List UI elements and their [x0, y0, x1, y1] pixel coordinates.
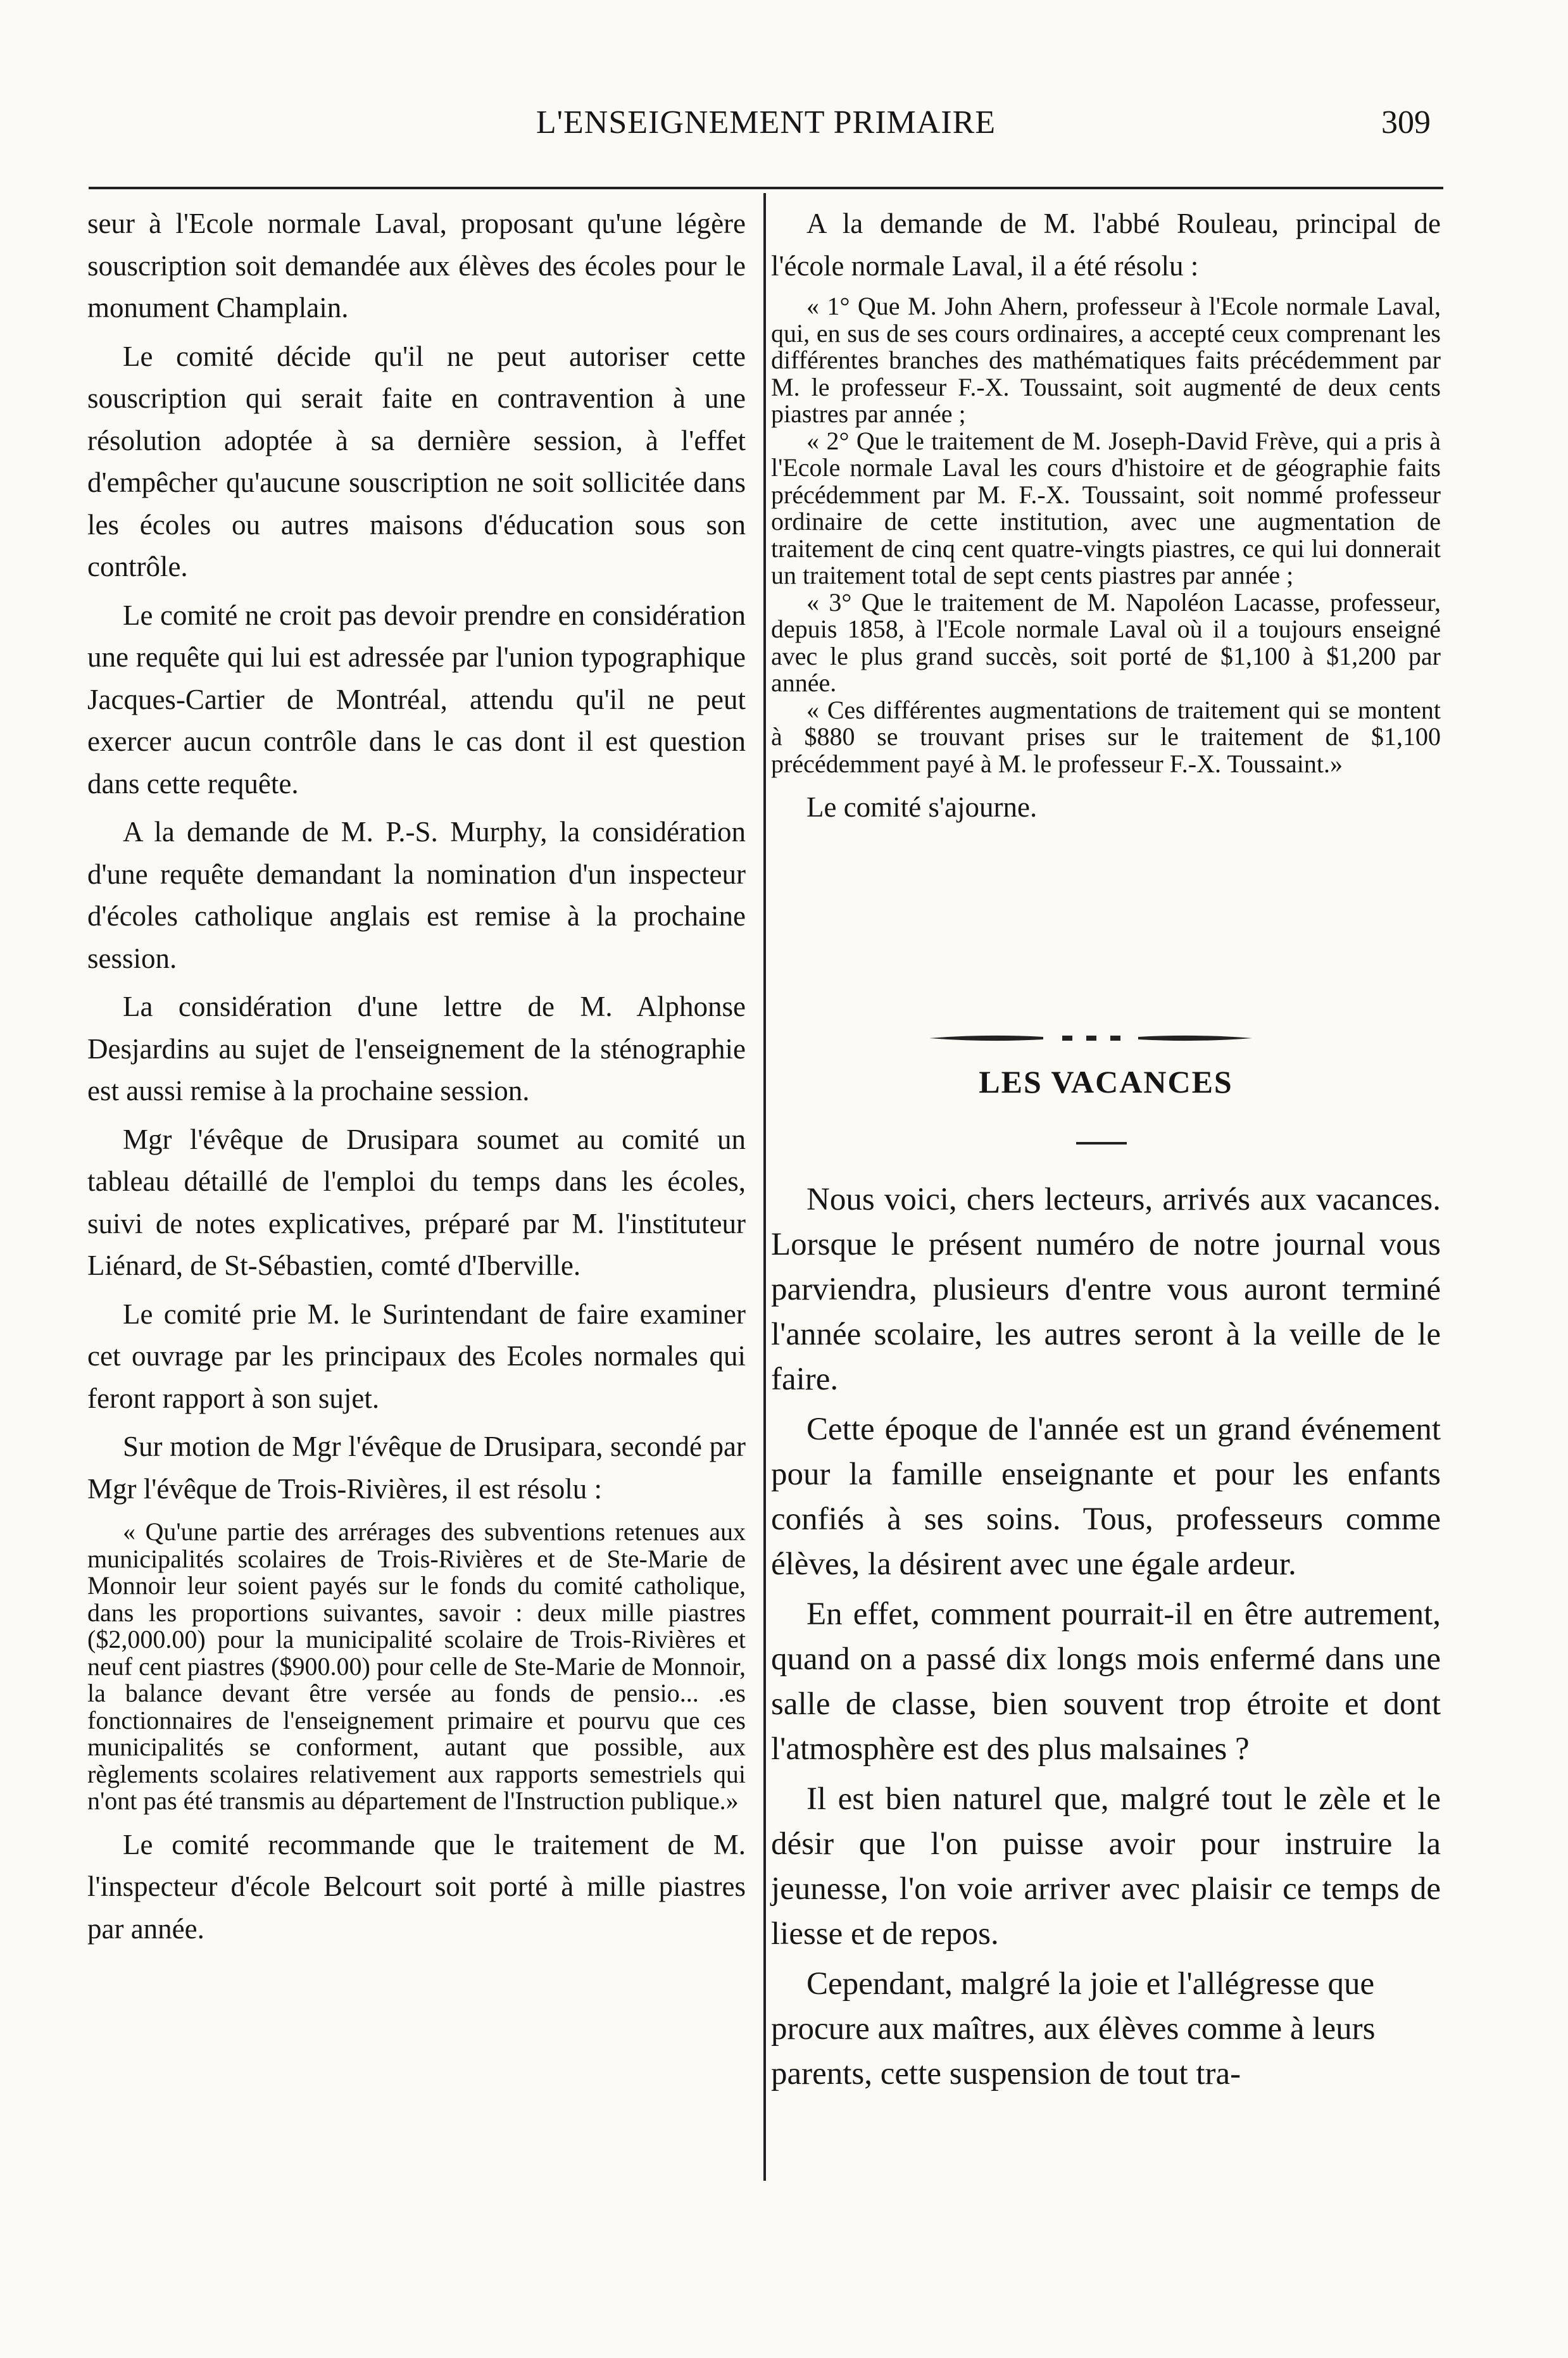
resolution-item: « Ces différentes augmentations de traitement qui se montent à $880 se trouvant prises sur le traitement de $1,100 précédemment payé à M. le professeur F.-X. Toussaint.»	[771, 695, 1441, 778]
paragraph: A la demande de M. P.-S. Murphy, la considération d'une requête demandant la nomination d'un inspecteur d'écoles catholique anglais est remise à la prochaine session.	[87, 816, 746, 974]
resolution-item: « 1° Que M. John Ahern, professeur à l'Ecole normale Laval, qui, en sus de ses cours ordinaires, a accepté ceux comprenant les différentes branches des mathématiques faits précédemment par M. le professeur F.-X. Toussaint, soit augmenté de deux cents piastres par année ;	[771, 292, 1441, 428]
article-paragraph: Cependant, malgré la joie et l'allégresse que procure aux maîtres, aux élèves comme à leurs parents, cette suspension de tout tra-	[771, 1966, 1376, 2091]
running-title: L'ENSEIGNEMENT PRIMAIRE	[536, 104, 996, 141]
paragraph: Le comité s'ajourne.	[806, 791, 1038, 823]
column-divider	[763, 193, 766, 2181]
resolution-quote	[87, 1519, 746, 1815]
article-paragraph: Il est bien naturel que, malgré tout le zèle et le désir que l'on puisse avoir pour instruire la jeunesse, l'on voie arriver avec plaisir ce temps de liesse et de repos.	[771, 1781, 1441, 1952]
page-header	[89, 95, 1443, 152]
article-paragraph: Nous voici, chers lecteurs, arrivés aux vacances. Lorsque le présent numéro de notre journal vous parviendra, plusieurs d'entre vous auront terminé l'année scolaire, les autres seront à la veille de le faire.	[771, 1182, 1441, 1397]
quote-text: « Qu'une partie des arrérages des subventions retenues aux municipalités scolaires de Trois-Rivières et de Ste-Marie de Monnoir leur soient payés sur le fonds du comité catholique, dans les proportions suivantes, savoir : deux mille piastres ($2,000.00) pour la municipalité scolaire de Trois-Rivières et neuf cent piastres ($900.00) pour celle de Ste-Marie de Monnoir, la balance devant être versée au fonds de pensio... .es fonctionnaires de l'enseignement primaire et pourvu que ces municipalités se conforment, autant que possible, aux règlements scolaires relativement aux rapports semestriels qui n'ont pas été transmis au département de l'Instruction publique.»	[87, 1517, 746, 1815]
article-paragraph: Cette époque de l'année est un grand événement pour la famille enseignante et pour les enfants confiés à ses soins. Tous, professeurs comme élèves, la désirent avec une égale ardeur.	[771, 1412, 1441, 1582]
resolution-item: « 3° Que le traitement de M. Napoléon Lacasse, professeur, depuis 1858, à l'Ecole normale Laval où il a toujours enseigné avec le plus grand succès, soit porté de $1,100 à $1,200 par année.	[771, 587, 1441, 697]
article-paragraph: En effet, comment pourrait-il en être autrement, quand on a passé dix longs mois enfermé dans une salle de classe, bien souvent trop étroite et dont l'atmosphère est des plus malsaines ?	[771, 1596, 1441, 1767]
section-title: LES VACANCES	[979, 1064, 1233, 1100]
resolution-list	[771, 293, 1441, 777]
paragraph: La considération d'une lettre de M. Alphonse Desjardins au sujet de l'enseignement de la sténographie est aussi remise à la prochaine session.	[87, 991, 746, 1107]
header-rule	[89, 187, 1443, 189]
paragraph: Le comité ne croit pas devoir prendre en considération une requête qui lui est adressée par l'union typographique Jacques-Cartier de Montréal, attendu qu'il ne peut exercer aucun contrôle dans le cas dont il est question dans cette requête.	[87, 599, 746, 800]
resolution-item: « 2° Que le traitement de M. Joseph-David Frève, qui a pris à l'Ecole normale Laval les cours d'histoire et de géographie faits précédemment par M. F.-X. Toussaint, soit nommé professeur ordinaire de cette institution, avec une augmentation de traitement de cinq cent quatre-vingts piastres, ce qui lui donnerait un traitement total de sept cents piastres par année ;	[771, 426, 1441, 589]
paragraph: Sur motion de Mgr l'évêque de Drusipara, secondé par Mgr l'évêque de Trois-Rivières, il est résolu :	[87, 1431, 746, 1505]
paragraph: Le comité décide qu'il ne peut autoriser cette souscription qui serait faite en contravention à une résolution adoptée à sa dernière session, à l'effet d'empêcher qu'aucune souscription ne soit sollicitée dans les écoles ou autres maisons d'éducation sous son contrôle.	[87, 340, 746, 582]
paragraph: A la demande de M. l'abbé Rouleau, principal de l'école normale Laval, il a été résolu :	[771, 208, 1441, 282]
paragraph: seur à l'Ecole normale Laval, proposant qu'une légère souscription soit demandée aux élèves des écoles pour le monument Champlain.	[87, 208, 746, 323]
title-rule	[1076, 1142, 1127, 1145]
ornament-divider-icon	[771, 1029, 1441, 1048]
left-column	[87, 203, 746, 1956]
paragraph: Mgr l'évêque de Drusipara soumet au comité un tableau détaillé de l'emploi du temps dans les écoles, suivi de notes explicatives, préparé par M. l'instituteur Liénard, de St-Sébastien, comté d'Iberville.	[87, 1123, 746, 1281]
paragraph: Le comité prie M. le Surintendant de faire examiner cet ouvrage par les principaux des Ecoles normales qui feront rapport à son sujet.	[87, 1298, 746, 1414]
paragraph: Le comité recommande que le traitement de M. l'inspecteur d'école Belcourt soit porté à mille piastres par année.	[87, 1828, 746, 1945]
page-number: 309	[1381, 104, 1431, 141]
right-column-article	[771, 1177, 1441, 2102]
right-column-minutes	[771, 203, 1441, 835]
